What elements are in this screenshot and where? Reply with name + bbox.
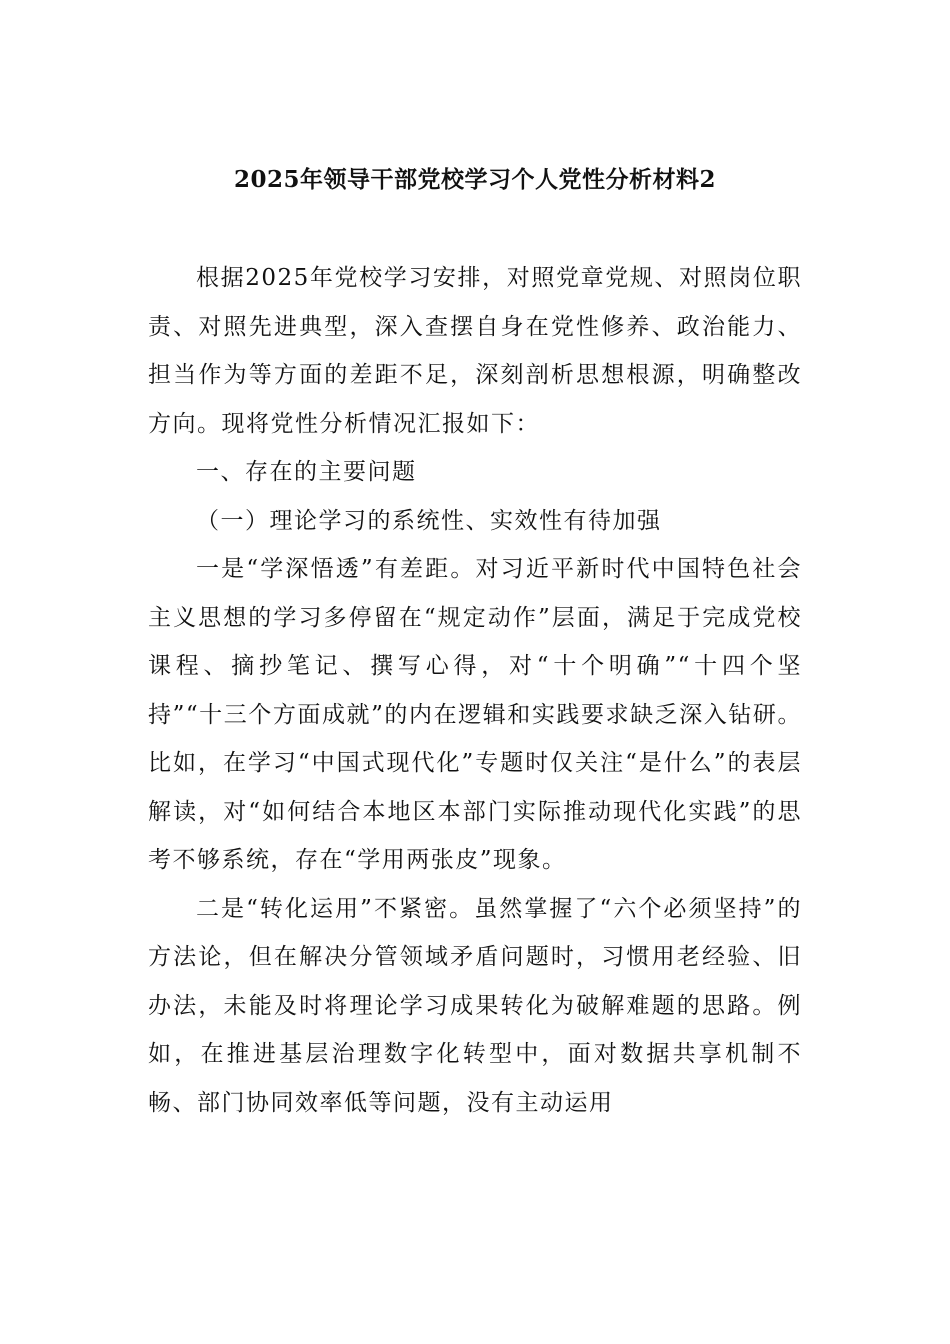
- body-paragraph: 二是“转化运用”不紧密。虽然掌握了“六个必须坚持”的方法论，但在解决分管领域矛盾问题时，习惯用老经验、旧办法，未能及时将理论学习成果转化为破解难题的思路。例如，在推进基层治理数字化转型中，面对数据共享机制不畅、部门协同效率低等问题，没有主动运用: [148, 895, 802, 1116]
- document-body: [148, 254, 802, 1127]
- document-title: 2025年领导干部党校学习个人党性分析材料2: [233, 166, 717, 193]
- subsection-heading: （一）理论学习的系统性、实效性有待加强: [196, 507, 662, 534]
- intro-paragraph: 根据2025年党校学习安排，对照党章党规、对照岗位职责、对照先进典型，深入查摆自身在党性修养、政治能力、担当作为等方面的差距不足，深刻剖析思想根源，明确整改方向。现将党性分析情况汇报如下：: [148, 265, 802, 437]
- section-heading: 一、存在的主要问题: [196, 459, 417, 485]
- body-paragraph: 一是“学深悟透”有差距。对习近平新时代中国特色社会主义思想的学习多停留在“规定动作”层面，满足于完成党校课程、摘抄笔记、撰写心得，对“十个明确”“十四个坚持”“十三个方面成就”的内在逻辑和实践要求缺乏深入钻研。比如，在学习“中国式现代化”专题时仅关注“是什么”的表层解读，对“如何结合本地区本部门实际推动现代化实践”的思考不够系统，存在“学用两张皮”现象。: [148, 556, 802, 873]
